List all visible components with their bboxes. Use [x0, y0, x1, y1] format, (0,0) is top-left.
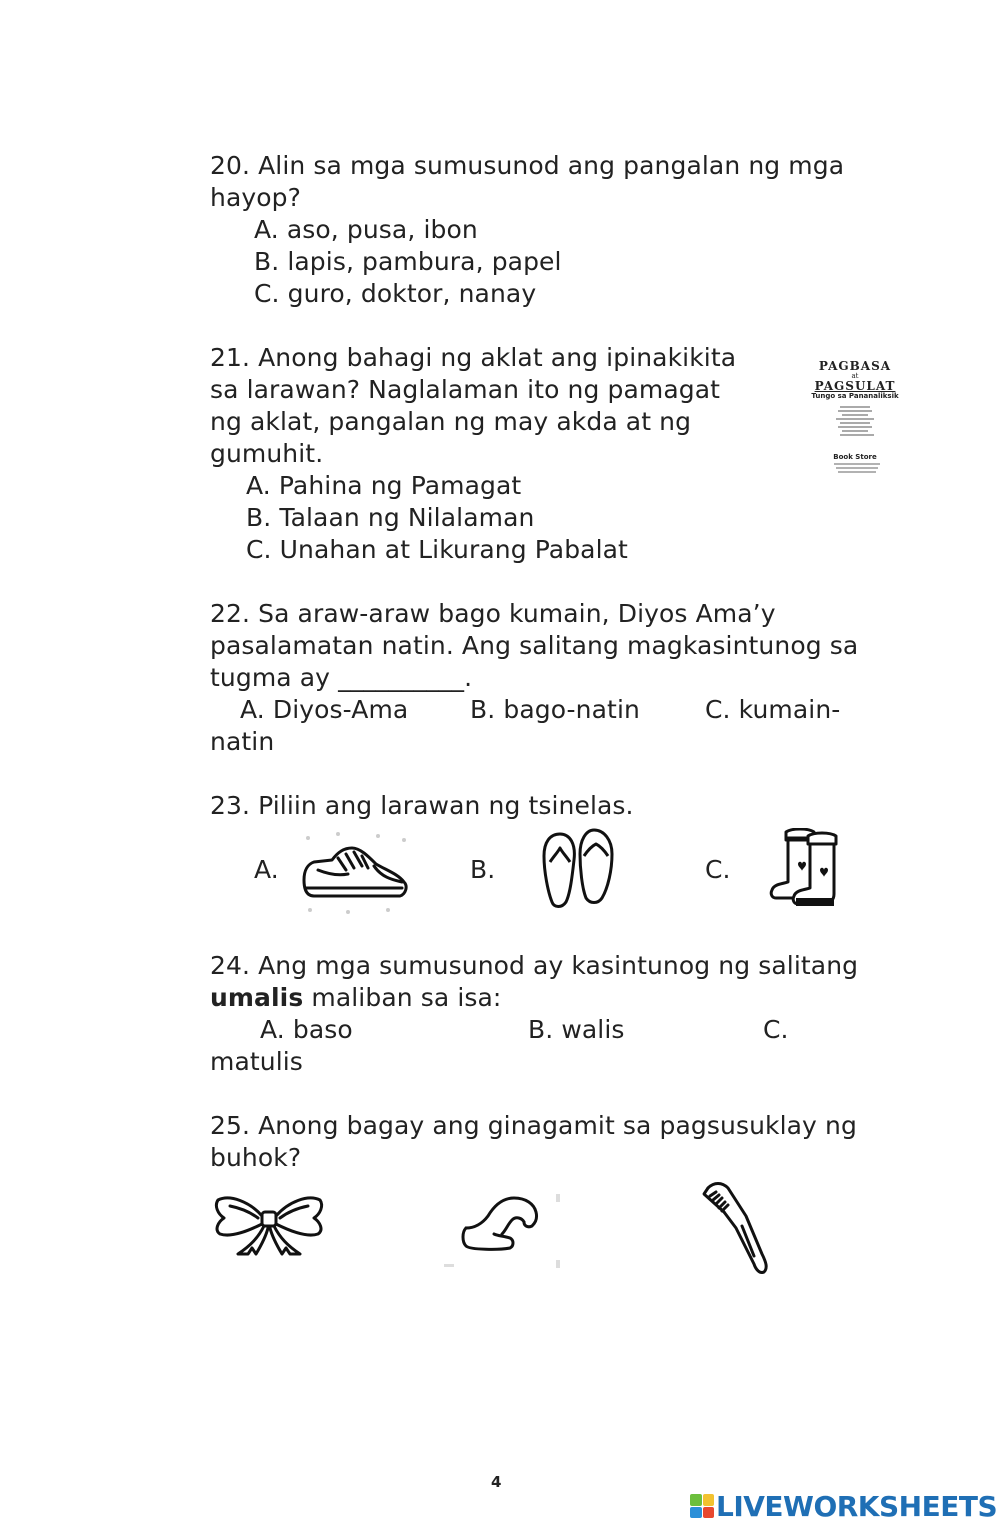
- q25-text-line1: 25. Anong bagay ang ginagamit sa pagsusuklay ng: [210, 1111, 857, 1140]
- q22-option-a[interactable]: A. Diyos-Ama: [240, 695, 409, 724]
- q21-text-line1: 21. Anong bahagi ng aklat ang ipinakikita: [210, 343, 737, 372]
- book-title-1: PAGBASA: [818, 359, 892, 373]
- q21-option-c[interactable]: C. Unahan at Likurang Pabalat: [246, 535, 628, 564]
- q23-option-a[interactable]: A.: [254, 855, 279, 884]
- book-publisher: Book Store: [833, 453, 877, 461]
- book-subtitle: Tungo sa Pananaliksik: [811, 392, 899, 400]
- q20-option-c[interactable]: C. guro, doktor, nanay: [254, 279, 537, 308]
- book-title-2: PAGSULAT: [814, 379, 896, 393]
- book-author-lines-graphic: [800, 401, 910, 441]
- q21-text-line3: ng aklat, pangalan ng may akda at ng: [210, 407, 692, 436]
- q22-text-line2: pasalamatan natin. Ang salitang magkasintunog sa: [210, 631, 859, 660]
- q21-text-line2: sa larawan? Naglalaman ito ng pamagat: [210, 375, 721, 404]
- book-title-page-image: [800, 360, 910, 505]
- q24-text-line1: 24. Ang mga sumusunod ay kasintunog ng salitang: [210, 951, 859, 980]
- q24-bold-word: umalis: [210, 983, 304, 1012]
- q24-option-c-cont: matulis: [210, 1047, 303, 1076]
- q22-option-c[interactable]: C. kumain-: [705, 695, 841, 724]
- liveworksheets-brand-text: LIVEWORKSHEETS: [716, 1489, 998, 1523]
- q20-text-line2: hayop?: [210, 183, 301, 212]
- q20-option-b[interactable]: B. lapis, pambura, papel: [254, 247, 562, 276]
- q24-text-line2: [210, 982, 501, 1014]
- book-title-at: at: [851, 372, 859, 380]
- q25-text-line2: buhok?: [210, 1143, 302, 1172]
- hair-clip-icon[interactable]: [444, 1188, 564, 1270]
- flip-flops-icon[interactable]: [540, 826, 618, 912]
- q24-text-line2-rest: maliban sa isa:: [303, 983, 502, 1012]
- q23-option-c[interactable]: C.: [705, 855, 731, 884]
- sneaker-icon[interactable]: [298, 830, 414, 916]
- q24-option-b[interactable]: B. walis: [528, 1015, 625, 1044]
- q24-option-a[interactable]: A. baso: [260, 1015, 353, 1044]
- q23-option-b[interactable]: B.: [470, 855, 496, 884]
- q21-option-b[interactable]: B. Talaan ng Nilalaman: [246, 503, 535, 532]
- book-publisher-lines-graphic: [800, 461, 910, 475]
- q23-text-line1: 23. Piliin ang larawan ng tsinelas.: [210, 791, 634, 820]
- rain-boots-icon[interactable]: [768, 828, 844, 910]
- q21-text-line4: gumuhit.: [210, 439, 324, 468]
- q22-option-b[interactable]: B. bago-natin: [470, 695, 640, 724]
- ribbon-bow-icon[interactable]: [212, 1192, 326, 1258]
- liveworksheets-logo[interactable]: [690, 1488, 997, 1524]
- q20-option-a[interactable]: A. aso, pusa, ibon: [254, 215, 478, 244]
- q22-text-line1: 22. Sa araw-araw bago kumain, Diyos Ama’y: [210, 599, 776, 628]
- q21-option-a[interactable]: A. Pahina ng Pamagat: [246, 471, 522, 500]
- comb-icon[interactable]: [700, 1178, 780, 1278]
- page-number: 4: [491, 1473, 502, 1491]
- liveworksheets-logo-icon: [690, 1494, 714, 1518]
- q22-text-line3: tugma ay __________.: [210, 663, 473, 692]
- q20-text-line1: 20. Alin sa mga sumusunod ang pangalan ng mga: [210, 151, 845, 180]
- q22-option-c-cont: natin: [210, 727, 275, 756]
- q24-option-c[interactable]: C.: [763, 1015, 789, 1044]
